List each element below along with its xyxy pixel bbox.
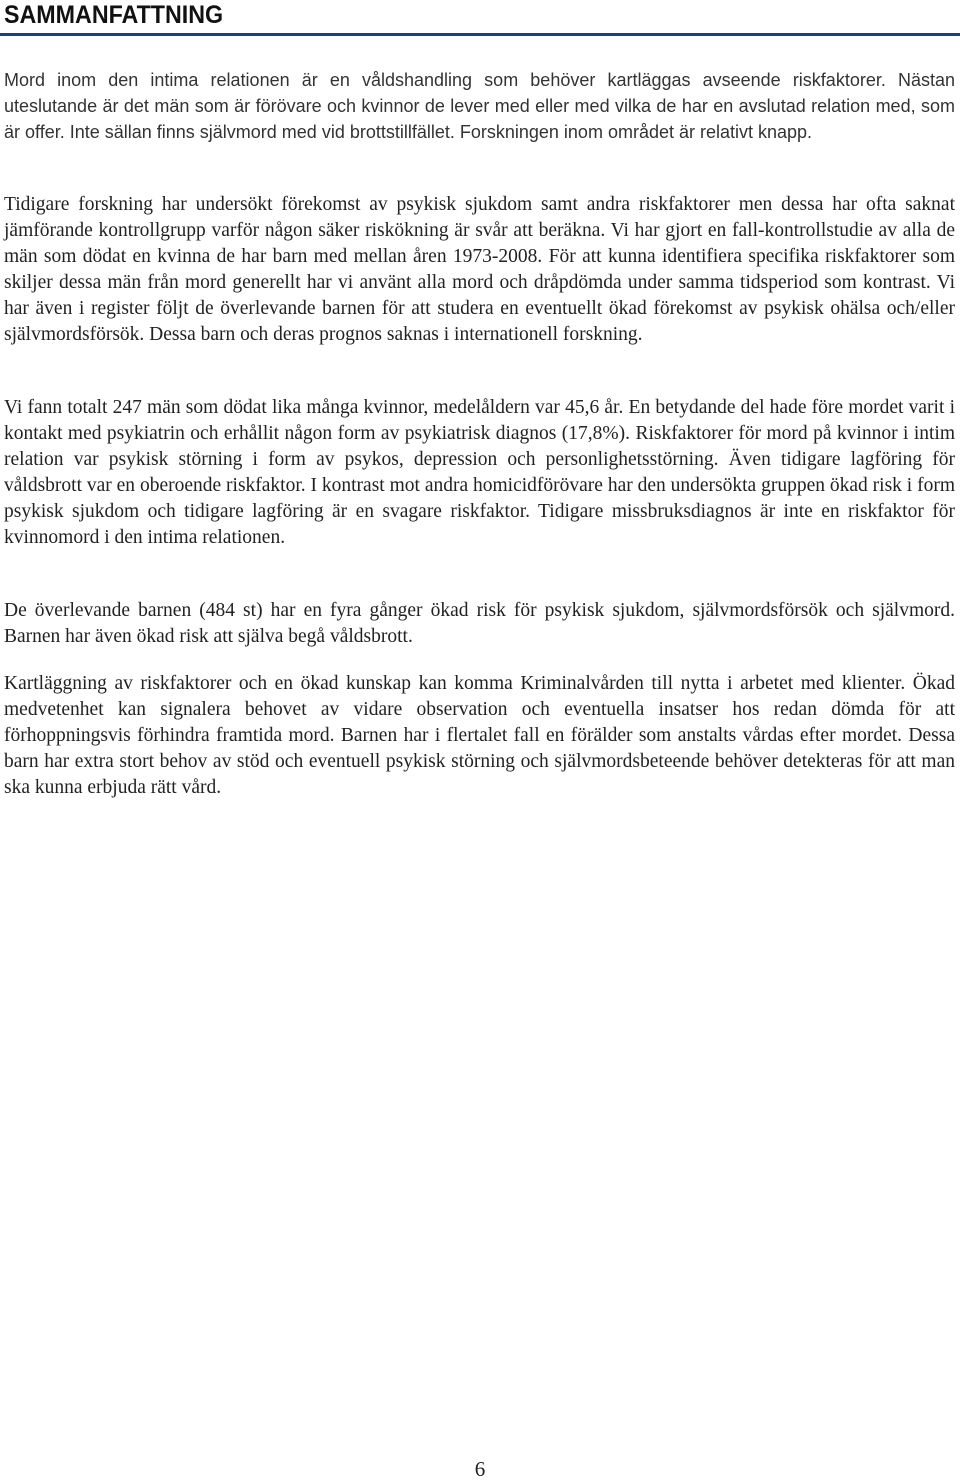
heading-underline <box>0 33 960 36</box>
page-number: 6 <box>474 1457 486 1481</box>
paragraph-intro: Mord inom den intima relationen är en våldshandling som behöver kartläggas avseende riskfaktorer. Nästan uteslutande är det män som är förövare och kvinnor de lever med eller med vilka de har en avslutad relation med, som är offer. Inte sällan finns självmord med vid brottstillfället. Forskningen inom området är relativt knapp. <box>4 70 955 142</box>
paragraph-implications: Kartläggning av riskfaktorer och en ökad kunskap kan komma Kriminalvården till nytta i arbetet med klienter. Ökad medvetenhet kan signalera behovet av vidare observation och eventuella insatser hos redan dömda för att förhoppningsvis förhindra framtida mord. Barnen har i flertalet fall en förälder som anstalts vårdas efter mordet. Dessa barn har extra stort behov av stöd och eventuell psykisk störning och självmordsbeteende behöver detekteras för att man ska kunna erbjuda rätt vård. <box>4 673 955 798</box>
paragraph-results: Vi fann totalt 247 män som dödat lika många kvinnor, medelåldern var 45,6 år. En betydande del hade före mordet varit i kontakt med psykiatrin och erhållit någon form av psykiatrisk diagnos (17,8%). Riskfaktorer för mord på kvinnor i intim relation var psykisk störning i form av psykos, depression och personlighetsstörning. Även tidigare lagföring för våldsbrott var en oberoende riskfaktor. I kontrast mot andra homicidförövare har den undersökta gruppen ökad risk i form psykisk sjukdom och tidigare lagföring är en svagare riskfaktor. Tidigare missbruksdiagnos är inte en riskfaktor för kvinnomord i den intima relationen. <box>4 397 955 548</box>
paragraph-background: Tidigare forskning har undersökt förekomst av psykisk sjukdom samt andra riskfaktorer men dessa har ofta saknat jämförande kontrollgrupp varför någon säker riskökning är svår att beräkna. Vi har gjort en fall-kontrollstudie av alla de män som dödat en kvinna de har barn med mellan åren 1973-2008. För att kunna identifiera specifika riskfaktorer som skiljer dessa män från mord generellt har vi använt alla mord och dråpdömda under samma tidsperiod som kontrast. Vi har även i register följt de överlevande barnen för att studera en eventuellt ökad förekomst av psykisk ohälsa och/eller självmordsförsök. Dessa barn och deras prognos saknas i internationell forskning. <box>4 194 955 345</box>
paragraph-children: De överlevande barnen (484 st) har en fyra gånger ökad risk för psykisk sjukdom, självmordsförsök och självmord. Barnen har även ökad risk att själva begå våldsbrott. <box>4 600 955 647</box>
section-heading: SAMMANFATTNING <box>4 1 224 29</box>
